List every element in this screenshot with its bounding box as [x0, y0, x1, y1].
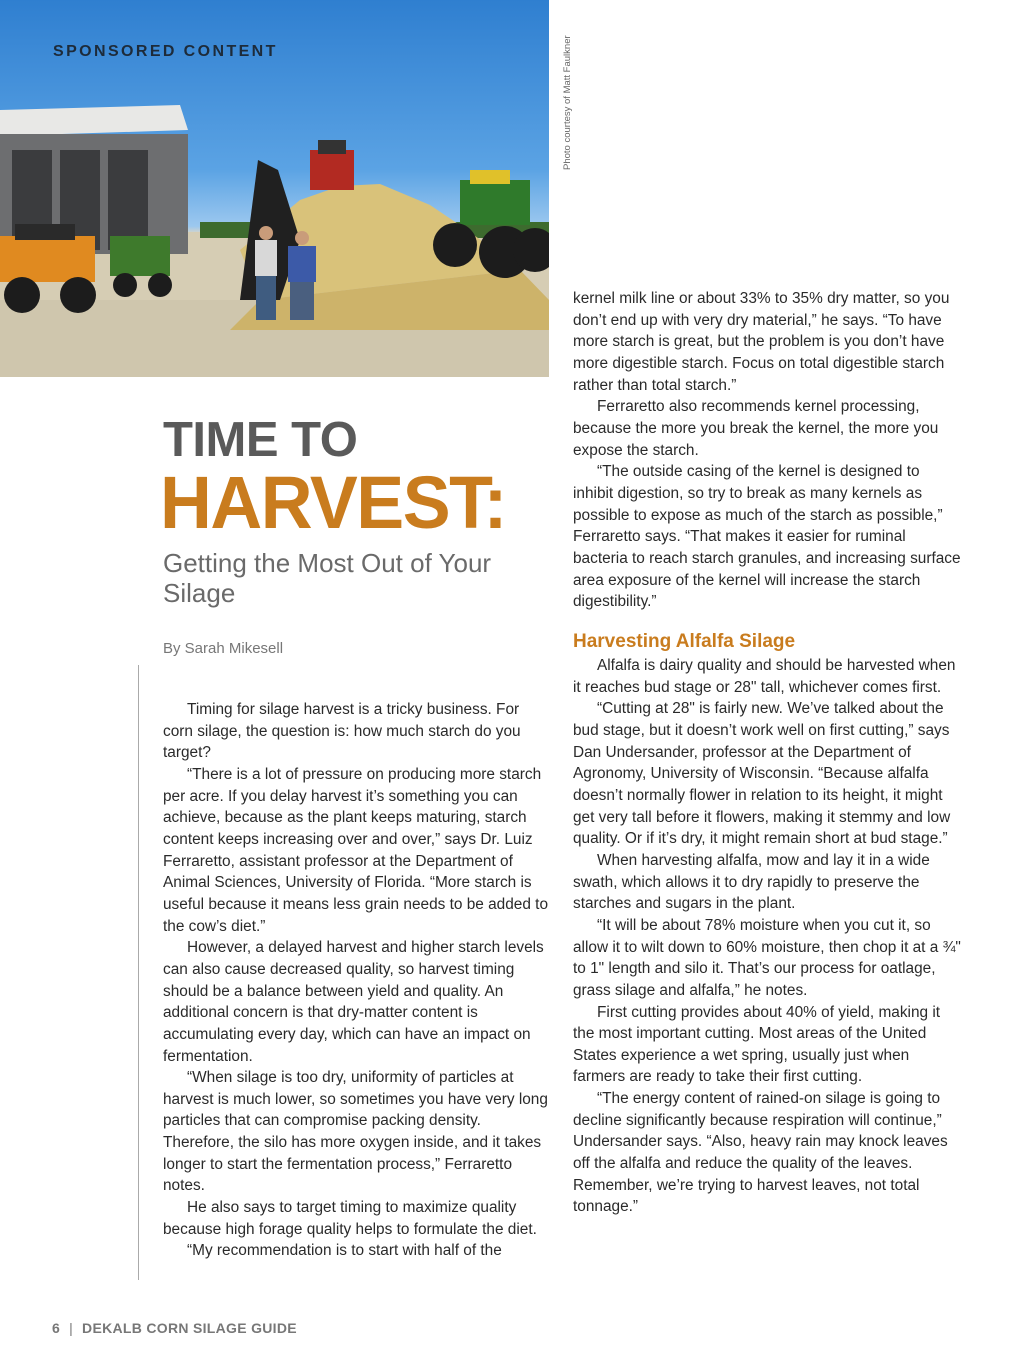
- paragraph: Timing for silage harvest is a tricky business. For corn silage, the question is: how much starch do you target?: [163, 701, 521, 762]
- article-right-column-top: [573, 288, 963, 613]
- paragraph: kernel milk line or about 33% to 35% dry matter, so you don’t end up with very dry material,” he says. “To have more starch is great, but the problem is you don’t have more digestible starch. Focus on total digestible starch rather than total starch.”: [573, 290, 950, 394]
- paragraph: “It will be about 78% moisture when you cut it, so allow it to wilt down to 60% moisture, then chop it at a ¾" to 1" length and silo it. That’s our process for oatlage, grass silage and alfalfa,” he notes.: [573, 916, 961, 999]
- article-right-column-bottom: [573, 655, 963, 1218]
- paragraph: Ferraretto also recommends kernel processing, because the more you break the kernel, the more you expose the starch.: [573, 398, 939, 459]
- page-footer: [52, 1320, 297, 1336]
- paragraph: When harvesting alfalfa, mow and lay it in a wide swath, which allows it to dry rapidly to preserve the starches and sugars in the plant.: [573, 851, 930, 913]
- article-left-column: [163, 699, 550, 1262]
- headline-kicker: TIME TO: [163, 413, 358, 467]
- paragraph: “My recommendation is to start with half of the: [187, 1242, 502, 1260]
- headline-title: HARVEST:: [160, 461, 507, 544]
- paragraph: “Cutting at 28" is fairly new. We’ve talked about the bud stage, but it doesn’t work well on first cutting,” says Dan Undersander, professor at the Department of Agronomy, University of Wisconsin. “Because alfalfa doesn’t normally flower in relation to its height, it might get very tall before it flowers, making it stemmy and low quality. Or if it’s dry, it might remain short at bud stage.”: [573, 700, 951, 848]
- paragraph: However, a delayed harvest and higher starch levels can also cause decreased quality, so harvest timing should be a balance between yield and quality. An additional concern is that dry-matter content is accumulating every day, which can have an impact on fermentation.: [163, 939, 544, 1065]
- photo-credit: Photo courtesy of Matt Faulkner: [562, 35, 573, 170]
- paragraph: “The energy content of rained-on silage is going to decline significantly because respiration will continue,” Undersander says. “Also, heavy rain may knock leaves off the alfalfa and reduce the quality of the leaves. Remember, we’re trying to harvest leaves, not total tonnage.”: [573, 1090, 948, 1216]
- byline: By Sarah Mikesell: [163, 640, 284, 657]
- publication-name: DEKALB CORN SILAGE GUIDE: [82, 1320, 297, 1336]
- paragraph: Alfalfa is dairy quality and should be harvested when it reaches bud stage or 28" tall, whichever comes first.: [573, 657, 956, 696]
- paragraph: “The outside casing of the kernel is designed to inhibit digestion, so try to break as many kernels as possible to expose as much of the starch as possible,” Ferraretto says. “That makes it easier for ruminal bacteria to reach starch granules, and increasing surface area exposure of the kernel will increase the starch digestibility.”: [573, 463, 961, 611]
- footer-separator: |: [69, 1320, 74, 1336]
- page-number: 6: [52, 1320, 61, 1336]
- paragraph: First cutting provides about 40% of yield, making it the most important cutting. Most areas of the United States experience a wet spring, usually just when farmers are ready to take their first cutting.: [573, 1003, 941, 1086]
- headline-subtitle: Getting the Most Out of Your Silage: [163, 548, 492, 608]
- sponsored-content-label: SPONSORED CONTENT: [53, 43, 278, 60]
- column-rule: [138, 665, 139, 1280]
- paragraph: “There is a lot of pressure on producing more starch per acre. If you delay harvest it’s something you can achieve, because as the plant keeps maturing, starch content keeps increasing over and over,” says Dr. Luiz Ferraretto, assistant professor at the Department of Animal Sciences, University of Florida. “More starch is useful because it means less grain needs to be added to the cow’s diet.”: [163, 765, 549, 935]
- paragraph: He also says to target timing to maximize quality because high forage quality helps to formulate the diet.: [163, 1199, 537, 1238]
- section-heading: Harvesting Alfalfa Silage: [573, 631, 796, 652]
- header-photo: [0, 0, 549, 377]
- paragraph: “When silage is too dry, uniformity of particles at harvest is much lower, so sometimes you have very long particles that can compromise packing density. Therefore, the silo has more oxygen inside, and it takes longer to start the fermentation process,” Ferraretto notes.: [163, 1069, 548, 1195]
